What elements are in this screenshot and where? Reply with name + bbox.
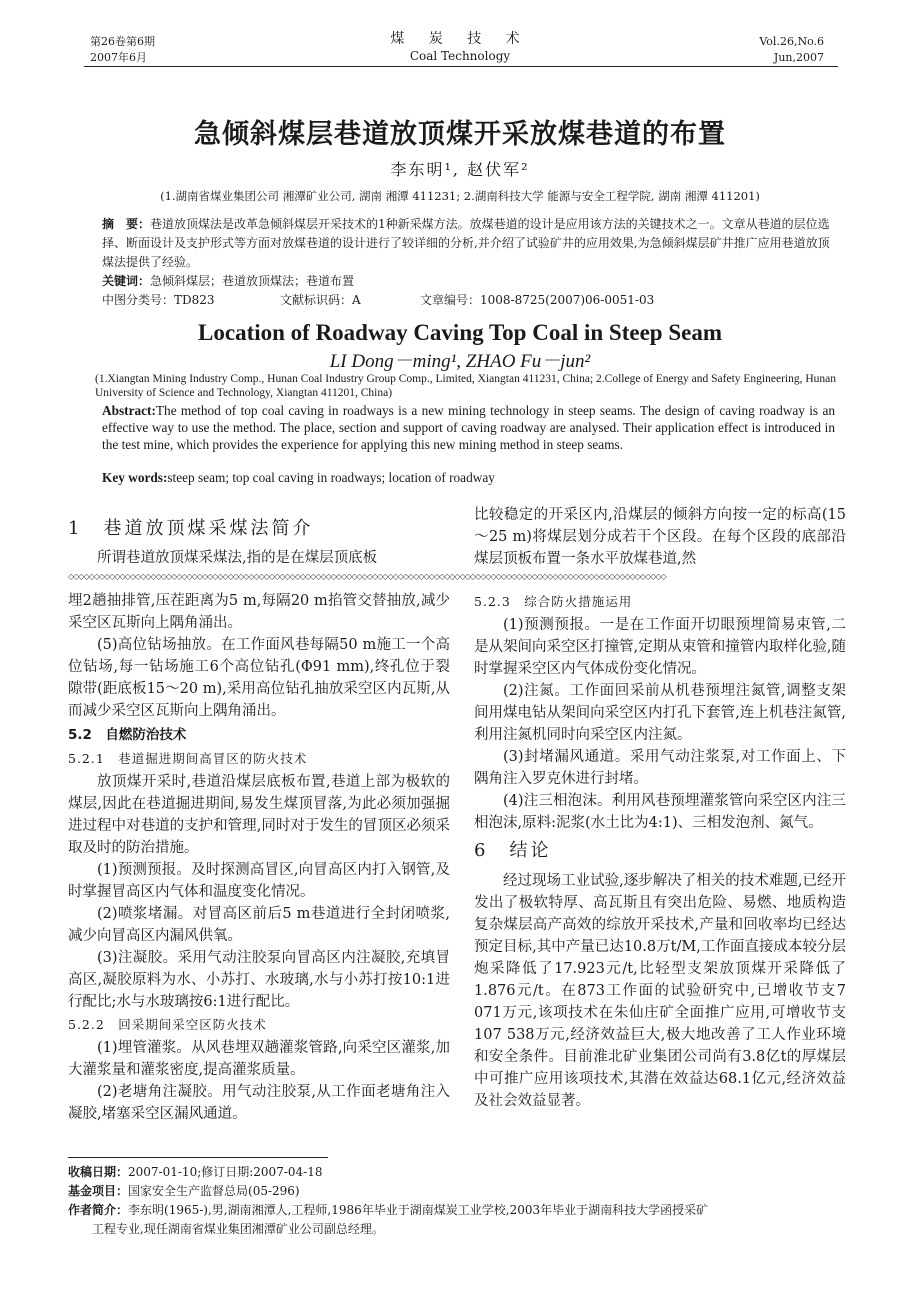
journal-name-cn: 煤 炭 技 术 (390, 31, 530, 47)
journal-name-en: Coal Technology (409, 49, 511, 63)
section-heading-5-2-3: 5.2.3 综合防火措施运用 (474, 594, 633, 609)
section-heading-6: 6 结论 (474, 840, 552, 861)
keywords-cn-text: 急倾斜煤层；巷道放顶煤法；巷道布置 (150, 274, 355, 288)
author-bio-continued: 工程专业,现任湖南省煤业集团湘潭矿业公司副总经理。 (92, 1222, 384, 1236)
paragraph: (2)老塘角注凝胶。用气动注胶泵,从工作面老塘角注入凝胶,堵塞采空区漏风通道。 (68, 1084, 450, 1122)
footnote (68, 1163, 848, 1239)
author-bio (68, 1201, 848, 1220)
authors-en: LI Dong－ming¹, ZHAO Fu－jun² (329, 351, 591, 372)
header-volume-en-line: Vol.26,No.6 (759, 35, 824, 48)
section1-right-text: 比较稳定的开采区内,沿煤层的倾斜方向按一定的标高(15～25 m)将煤层划分成若干个区段。在每个区段的底部沿煤层顶板布置一条水平放煤巷道,然 (474, 507, 846, 567)
footnote-rule (68, 1157, 328, 1158)
received-date (68, 1163, 848, 1182)
received-label: 收稿日期： (68, 1165, 129, 1179)
paragraph: (1)埋管灌浆。从风巷埋双趟灌浆管路,向采空区灌浆,加大灌浆量和灌浆密度,提高灌浆质量。 (68, 1040, 450, 1078)
abstract-cn-block (102, 215, 832, 291)
author-bio-label: 作者简介： (68, 1203, 129, 1217)
article-number: 文章编号：1008-8725(2007)06-0051-03 (420, 293, 655, 307)
abstract-en-label: Abstract: (102, 403, 156, 418)
section-heading-5-2-2: 5.2.2 回采期间采空区防火技术 (68, 1017, 267, 1032)
section-heading-5-2: 5.2 自燃防治技术 (68, 727, 187, 743)
clc-number: 中图分类号：TD823 (102, 293, 215, 307)
doc-code: 文献标识码：A (280, 293, 361, 307)
received-text: 2007-01-10;修订日期:2007-04-18 (128, 1165, 323, 1179)
paragraph: (4)注三相泡沫。利用风巷预埋灌浆管向采空区内注三相泡沫,原料:泥浆(水土比为4:1)、三相发泡剂、氮气。 (474, 793, 846, 831)
paragraph: (1)预测预报。及时探测高冒区,向冒高区内打入钢管,及时掌握冒高区内气体和温度变化情况。 (68, 862, 450, 900)
section1-left-text: 所谓巷道放顶煤采煤法,指的是在煤层顶底板 (97, 550, 378, 566)
keywords-en (102, 469, 835, 486)
header-date: 2007年6月 (90, 51, 147, 64)
keywords-cn (102, 272, 832, 291)
fund-text: 国家安全生产监督总局(05-296) (128, 1184, 300, 1198)
paragraph: 经过现场工业试验,逐步解决了相关的技术难题,已经开发出了极软特厚、高瓦斯且有突出危险、易燃、地质构造复杂煤层高产高效的综放开采技术,产量和回收率均已经达预定目标,其中产量已达10.8万t/M,工作面直接成本较分层炮采降低了17.923元/t,比轻型支架放顶煤开采降低了1.876元/t。在873工作面的试验研究中,已增收节支7 071万元,该项技术在朱仙庄矿全面推广应用,可增收节支107 538万元,经济效益巨大,极大地改善了工人作业环境和安全条件。目前淮北矿业集团公司尚有3.8亿t的厚煤层中可推广应用该项技术,其潜在效益达68.1亿元,经济效益及社会效益显著。 (474, 873, 846, 1109)
authors-cn: 李东明¹, 赵伏军² (390, 160, 530, 179)
keywords-en-label: Key words: (102, 470, 168, 485)
paragraph: 放顶煤开采时,巷道沿煤层底板布置,巷道上部为极软的煤层,因此在巷道掘进期间,易发生煤顶冒落,为此必须加强掘进过程中对巷道的支护和管理,同时对于发生的冒顶区必须采取及时的防治措施。 (68, 774, 450, 856)
paragraph: (3)封堵漏风通道。采用气动注浆泵,对工作面上、下隅角注入罗克休进行封堵。 (474, 749, 846, 787)
section-heading-5-2-1: 5.2.1 巷道掘进期间高冒区的防火技术 (68, 751, 308, 766)
paper-title-en: Location of Roadway Caving Top Coal in Steep Seam (198, 320, 722, 345)
abstract-en-text: The method of top coal caving in roadways is a new mining technology in steep seams. The design of caving roadway is an effective way to use the method. The place, section and support of caving roadway are analysed. Their application effect is introduced in the test mine, which provides the experience for applying this new mining method in steep seams. (102, 403, 835, 452)
section1-heading: 1 巷道放顶煤采煤法简介 (68, 518, 314, 539)
paragraph: (2)喷浆堵漏。对冒高区前后5 m巷道进行全封闭喷浆,减少向冒高区内漏风供氧。 (68, 906, 450, 944)
fund-label: 基金项目： (68, 1184, 129, 1198)
abstract-cn-label: 摘 要： (102, 217, 151, 231)
left-column (68, 590, 450, 1125)
paragraph: 埋2趟抽排管,压茬距离为5 m,每隔20 m掐管交替抽放,减少采空区瓦斯向上隅角涌出。 (68, 593, 450, 631)
right-column (474, 590, 846, 1112)
header-date-en: Jun,2007 (773, 51, 824, 64)
header-rule (84, 66, 838, 67)
page-divider: ◇◇◇◇◇◇◇◇◇◇◇◇◇◇◇◇◇◇◇◇◇◇◇◇◇◇◇◇◇◇◇◇◇◇◇◇◇◇◇◇◇◇◇◇◇◇◇◇◇◇◇◇◇◇◇◇◇◇◇◇◇◇◇◇◇◇◇◇◇◇◇◇◇◇◇◇◇◇◇◇◇◇◇◇◇◇◇◇◇◇◇◇◇◇◇◇◇◇◇◇◇◇◇◇◇◇◇◇◇◇◇◇◇◇◇◇ (68, 573, 666, 580)
header-volume: 第26卷第6期 (90, 35, 155, 48)
paragraph: (2)注氮。工作面回采前从机巷预埋注氮管,调整支架间用煤电钻从架间向采空区内打孔下套管,连上机巷注氮管,利用注氮机同时向采空区内注氮。 (474, 683, 846, 743)
abstract-cn-text: 巷道放顶煤法是改革急倾斜煤层开采技术的1种新采煤方法。放煤巷道的设计是应用该方法的关键技术之一。文章从巷道的层位选择、断面设计及支护形式等方面对放煤巷道的设计进行了较详细的分析,并介绍了试验矿井的应用效果,为急倾斜煤层矿井推广应用巷道放顶煤法提供了经验。 (102, 217, 830, 269)
keywords-en-text: steep seam; top coal caving in roadways; location of roadway (167, 470, 495, 485)
paragraph: (3)注凝胶。采用气动注胶泵向冒高区内注凝胶,充填冒高区,凝胶原料为水、小苏打、水玻璃,水与小苏打按10:1进行配比;水与水玻璃按6:1进行配比。 (68, 950, 450, 1010)
paper-title-cn: 急倾斜煤层巷道放顶煤开采放煤巷道的布置 (194, 119, 726, 150)
author-bio-text: 李东明(1965-),男,湖南湘潭人,工程师,1986年毕业于湖南煤炭工业学校,2003年毕业于湖南科技大学函授采矿 (128, 1203, 709, 1217)
keywords-cn-label: 关键词： (102, 274, 151, 288)
fund-project (68, 1182, 848, 1201)
abstract-cn (102, 215, 832, 272)
paragraph: (5)高位钻场抽放。在工作面风巷每隔50 m施工一个高位钻场,每一钻场施工6个高位钻孔(Φ91 mm),终孔位于裂隙带(距底板15～20 m),采用高位钻孔抽放采空区内瓦斯,从而减少采空区瓦斯向上隅角涌出。 (68, 637, 450, 719)
abstract-en (102, 402, 835, 453)
header-volume-en (759, 34, 824, 66)
affiliation-cn: (1.湖南省煤业集团公司 湘潭矿业公司, 湖南 湘潭 411231; 2.湖南科技大学 能源与安全工程学院, 湖南 湘潭 411201) (160, 189, 760, 203)
paragraph: (1)预测预报。一是在工作面开切眼预埋简易束管,二是从架间向采空区打撞管,定期从束管和撞管内取样化验,随时掌握采空区内气体成份变化情况。 (474, 617, 846, 677)
affiliation-en: (1.Xiangtan Mining Industry Comp., Hunan Coal Industry Group Comp., Limited, Xiangtan 411231, China; 2.College of Energy and Safety Engineering, Hunan University of Science and Technology, Xiangtan 411201, China) (95, 373, 836, 399)
